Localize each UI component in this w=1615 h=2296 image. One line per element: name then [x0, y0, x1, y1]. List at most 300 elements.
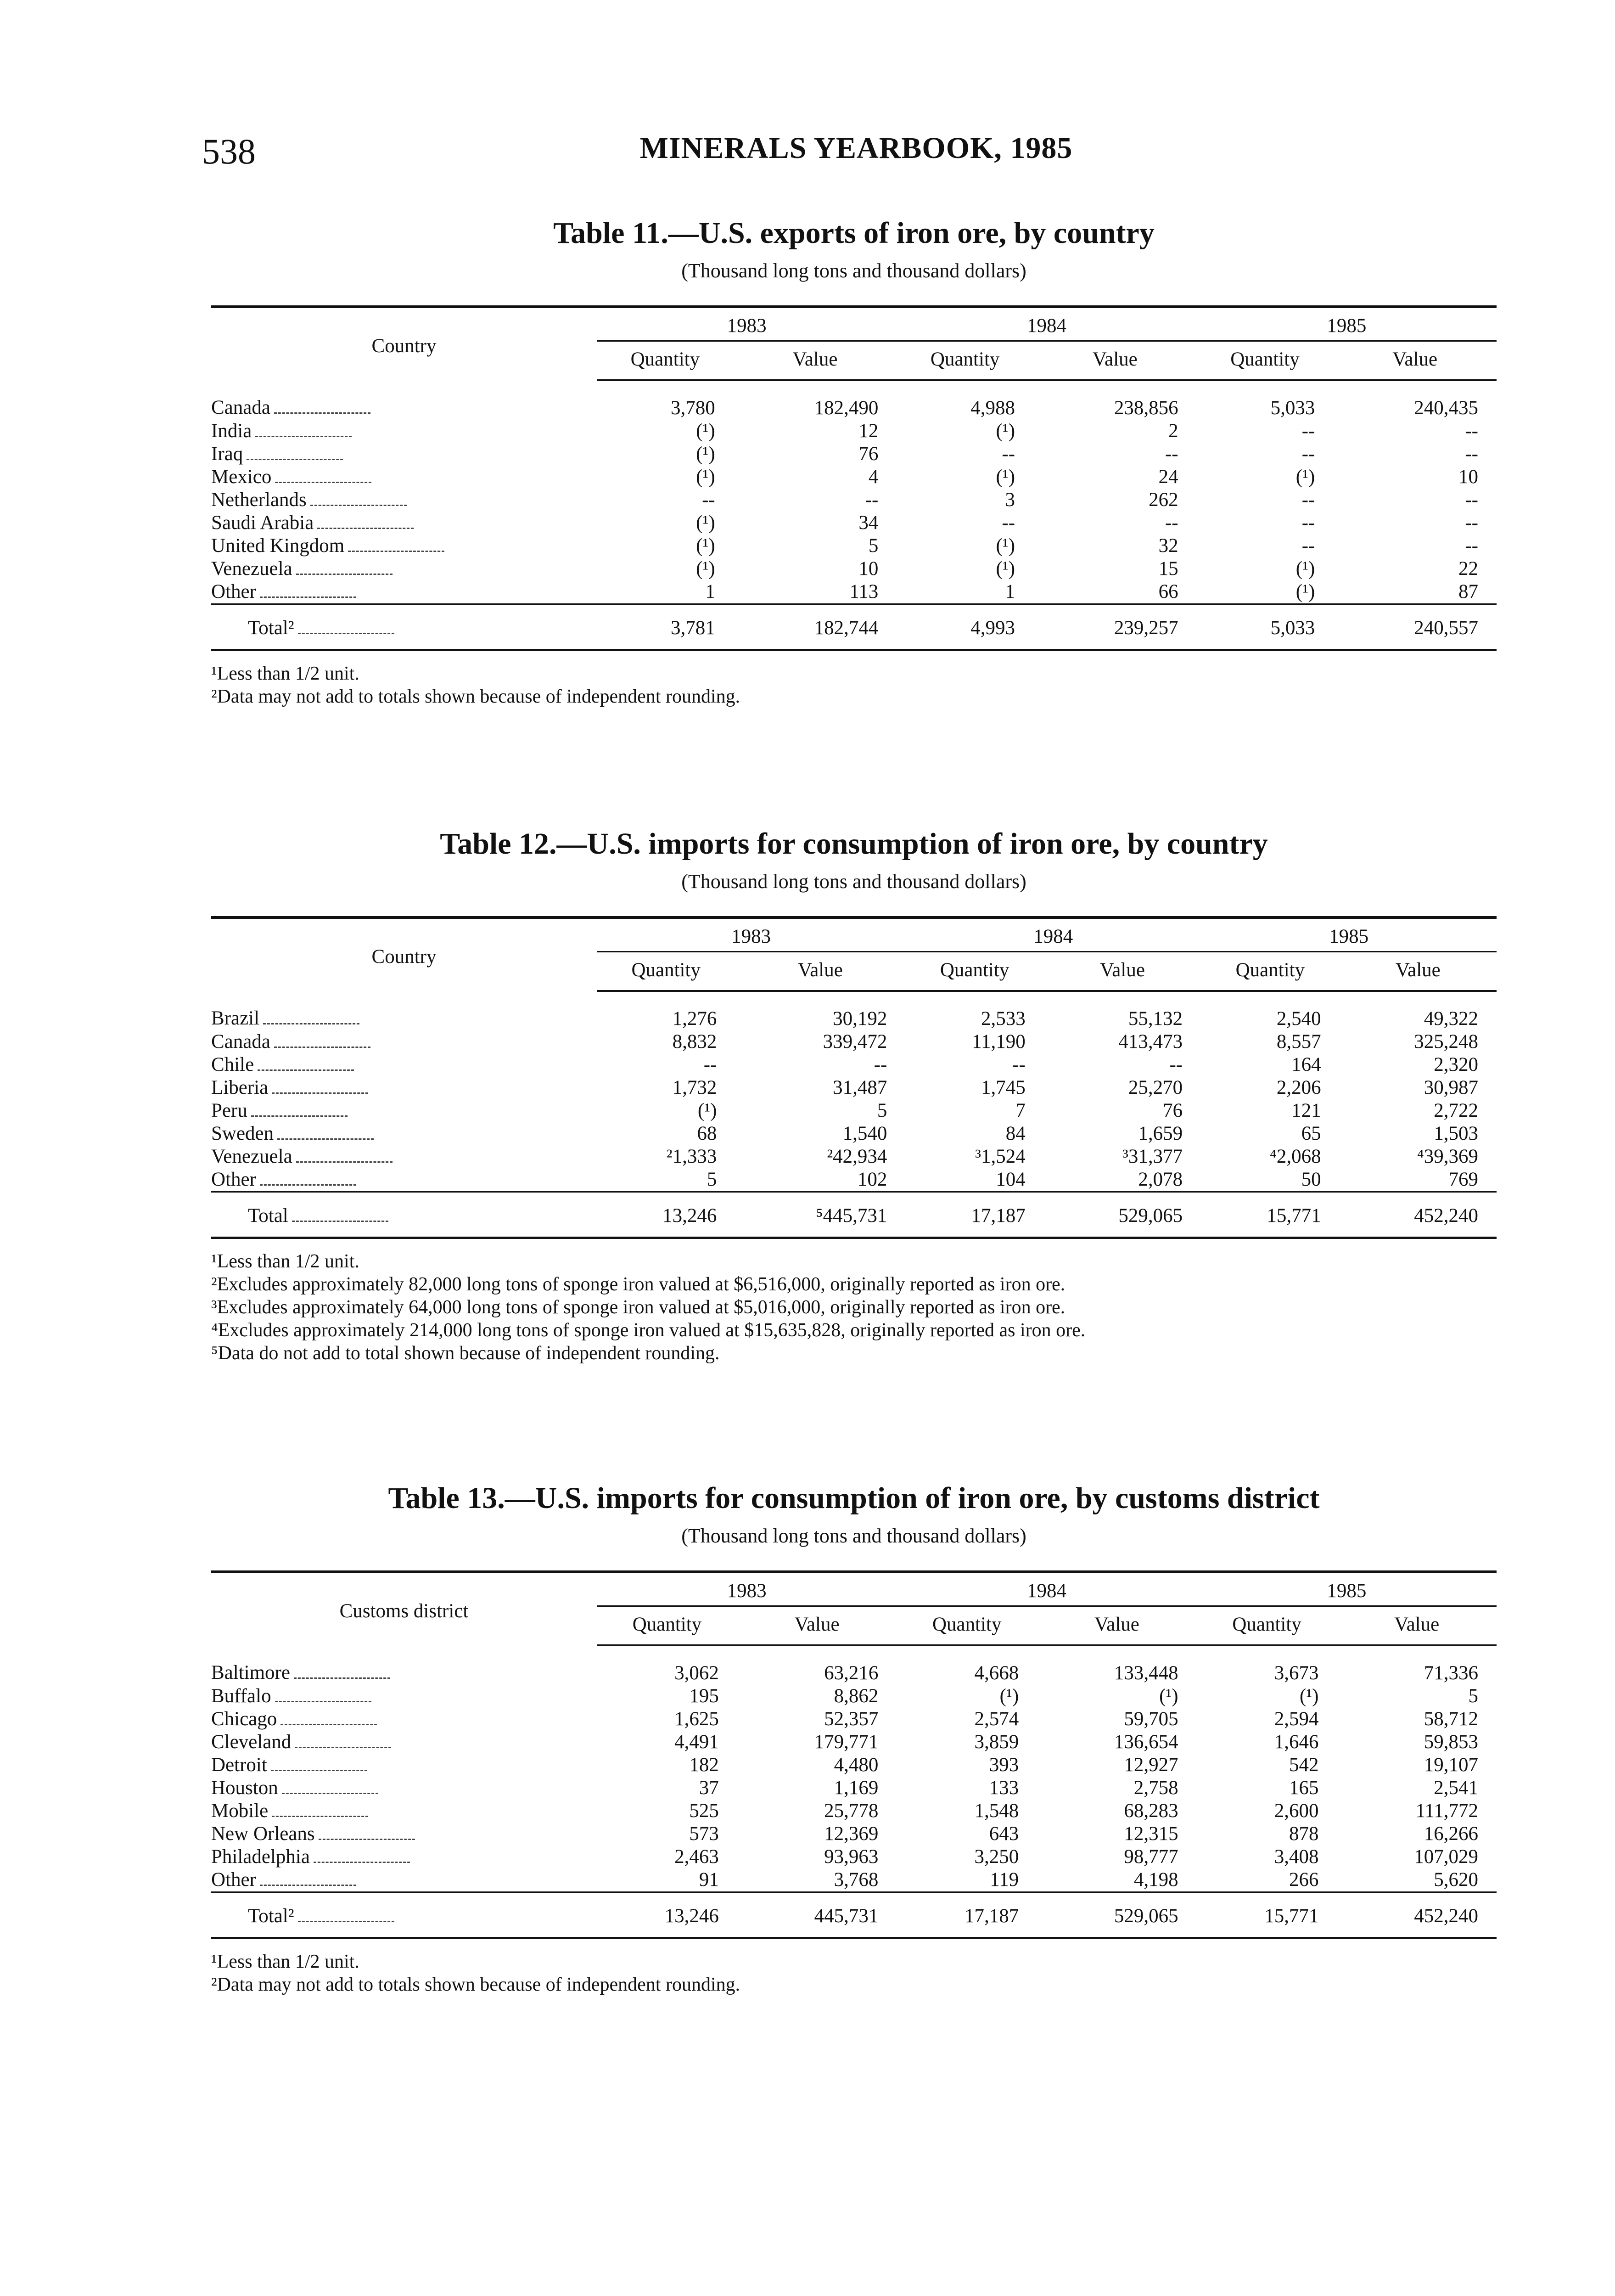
table-cell: 240,557 — [1333, 604, 1497, 650]
table-cell: 15,771 — [1197, 1892, 1337, 1938]
table-cell: (¹) — [996, 466, 1015, 488]
value-header: Value — [737, 1606, 897, 1646]
table-cell: 59,853 — [1424, 1731, 1478, 1753]
table-cell: 93,963 — [824, 1846, 879, 1868]
page-number: 538 — [202, 131, 256, 171]
row-label — [211, 1122, 597, 1145]
table-cell: ⁵445,731 — [735, 1192, 905, 1238]
table-cell: 2,206 — [1276, 1077, 1321, 1098]
row-label — [211, 991, 597, 1030]
value-header: Value — [735, 952, 905, 991]
year-header: 1985 — [1197, 1572, 1497, 1606]
row-label-text: United Kingdom — [211, 535, 345, 557]
table-cell: 3,781 — [597, 604, 734, 650]
table-cell: 52,357 — [824, 1708, 879, 1730]
table-cell: (¹) — [1295, 558, 1315, 580]
row-label — [211, 535, 597, 557]
table-row — [211, 1777, 1497, 1800]
row-label — [211, 1053, 597, 1076]
year-header: 1984 — [897, 1572, 1196, 1606]
table-cell: 63,216 — [824, 1662, 879, 1684]
row-label — [211, 380, 597, 420]
table-cell: (¹) — [996, 558, 1015, 580]
table-cell: ²1,333 — [666, 1146, 717, 1167]
row-label-text: Other — [211, 581, 256, 602]
table-cell: (¹) — [999, 1685, 1019, 1707]
table-cell: -- — [1012, 1054, 1026, 1075]
table-cell: 1,745 — [981, 1077, 1026, 1098]
table-cell: 65 — [1301, 1123, 1321, 1144]
table-cell: 12,369 — [824, 1823, 879, 1845]
row-label — [211, 420, 597, 443]
table-cell: 12 — [858, 420, 879, 442]
table-cell: 5 — [877, 1100, 887, 1121]
table-cell: 111,772 — [1415, 1800, 1478, 1822]
table-cell: -- — [1301, 420, 1315, 442]
dot-leader — [319, 1834, 415, 1840]
table-cell: 2,758 — [1133, 1777, 1178, 1799]
table-cell: 104 — [996, 1169, 1026, 1190]
row-label-text: India — [211, 420, 252, 442]
table-row — [211, 557, 1497, 580]
page-header — [202, 131, 1510, 172]
dot-leader — [348, 546, 444, 552]
table-cell: -- — [1465, 535, 1478, 557]
table-row — [211, 1868, 1497, 1892]
table-cell: 31,487 — [833, 1077, 887, 1098]
row-label — [211, 1754, 597, 1777]
table-row — [211, 1823, 1497, 1846]
table-cell: 3 — [1005, 489, 1015, 511]
dot-leader — [292, 1216, 388, 1222]
table-cell: 5 — [1468, 1685, 1478, 1707]
table-title: Table 12.—U.S. imports for consumption of iron ore, by country — [440, 827, 1268, 861]
row-label — [211, 1777, 597, 1800]
dot-leader — [258, 1065, 354, 1071]
value-header: Value — [1337, 1606, 1497, 1646]
table-cell: (¹) — [696, 512, 715, 534]
table-cell: 17,187 — [897, 1892, 1037, 1938]
row-label-text: Other — [211, 1869, 256, 1891]
table-row — [211, 512, 1497, 535]
dot-leader — [275, 1696, 371, 1702]
table-row — [211, 1708, 1497, 1731]
table-11-block — [211, 216, 1497, 708]
table-cell: -- — [1465, 443, 1478, 465]
table-cell: 3,768 — [834, 1869, 879, 1891]
table-cell: ²42,934 — [827, 1146, 887, 1167]
table-cell: 179,771 — [814, 1731, 879, 1753]
table-cell: 4,988 — [970, 397, 1015, 419]
row-label-text: Chile — [211, 1054, 254, 1075]
table-cell: 107,029 — [1414, 1846, 1478, 1868]
total-row — [211, 1192, 1497, 1238]
table-cell: 68 — [697, 1123, 717, 1144]
dot-leader — [272, 1811, 368, 1817]
table-cell: (¹) — [1159, 1685, 1178, 1707]
table-cell: ³1,524 — [975, 1146, 1026, 1167]
table-cell: -- — [874, 1054, 887, 1075]
row-label — [211, 1168, 597, 1192]
table-row — [211, 1122, 1497, 1145]
table-row — [211, 1053, 1497, 1076]
dot-leader — [298, 628, 394, 634]
quantity-header: Quantity — [905, 952, 1043, 991]
row-label — [211, 1708, 597, 1731]
table-cell: 1,169 — [834, 1777, 879, 1799]
row-label-text: Detroit — [211, 1754, 267, 1776]
row-label-text: Netherlands — [211, 489, 307, 511]
table-cell: -- — [702, 489, 715, 511]
value-header: Value — [734, 341, 897, 381]
footnotes — [211, 1950, 1497, 1996]
table-cell: 195 — [689, 1685, 719, 1707]
table-row — [211, 1030, 1497, 1053]
table-cell: (¹) — [696, 558, 715, 580]
table-subtitle: (Thousand long tons and thousand dollars) — [681, 1525, 1026, 1547]
table-cell: -- — [1169, 1054, 1183, 1075]
dot-leader — [255, 431, 352, 437]
year-header: 1983 — [597, 917, 905, 952]
table-cell: 13,246 — [597, 1192, 735, 1238]
quantity-header: Quantity — [597, 341, 734, 381]
table-cell: (¹) — [697, 1100, 717, 1121]
table-cell: (¹) — [696, 420, 715, 442]
table-row — [211, 1145, 1497, 1168]
table-cell: 1,540 — [842, 1123, 887, 1144]
table-cell: -- — [1465, 512, 1478, 534]
table-cell: 4,993 — [897, 604, 1033, 650]
table-cell: 2,594 — [1274, 1708, 1319, 1730]
row-label-text: Mexico — [211, 466, 272, 488]
table-cell: -- — [1301, 535, 1315, 557]
row-label-text: Total² — [248, 1905, 294, 1927]
table-cell: ⁴39,369 — [1417, 1146, 1478, 1167]
table-cell: 8,862 — [834, 1685, 879, 1707]
data-table — [211, 916, 1497, 1239]
table-cell: 878 — [1289, 1823, 1319, 1845]
table-cell: 30,192 — [833, 1008, 887, 1030]
table-row — [211, 420, 1497, 443]
row-label — [211, 1145, 597, 1168]
footnote: ¹Less than 1/2 unit. — [211, 1951, 359, 1972]
quantity-header: Quantity — [897, 341, 1033, 381]
table-row — [211, 991, 1497, 1030]
table-cell: 15,771 — [1201, 1192, 1339, 1238]
table-cell: -- — [1165, 512, 1178, 534]
table-cell: (¹) — [1295, 581, 1315, 602]
dot-leader — [296, 1157, 393, 1163]
row-label-text: Total — [248, 1205, 288, 1227]
table-cell: 34 — [858, 512, 879, 534]
table-cell: 1 — [1005, 581, 1015, 602]
row-label-text: Liberia — [211, 1077, 269, 1098]
row-label-text: Chicago — [211, 1708, 277, 1730]
table-cell: 84 — [1005, 1123, 1026, 1144]
table-cell: (¹) — [996, 420, 1015, 442]
table-cell: 1,503 — [1434, 1123, 1478, 1144]
footnote: ¹Less than 1/2 unit. — [211, 1251, 359, 1272]
table-row — [211, 1645, 1497, 1685]
table-cell: 3,408 — [1274, 1846, 1319, 1868]
table-cell: 49,322 — [1424, 1008, 1478, 1030]
row-label-text: Houston — [211, 1777, 278, 1799]
table-cell: 68,283 — [1124, 1800, 1178, 1822]
table-cell: 266 — [1289, 1869, 1319, 1891]
table-cell: 58,712 — [1424, 1708, 1478, 1730]
dot-leader — [263, 1019, 359, 1024]
table-cell: 71,336 — [1424, 1662, 1478, 1684]
quantity-header: Quantity — [1201, 952, 1339, 991]
table-row — [211, 1754, 1497, 1777]
data-table — [211, 1570, 1497, 1939]
row-label — [211, 1731, 597, 1754]
dot-leader — [274, 408, 370, 414]
table-cell: 32 — [1158, 535, 1178, 557]
row-label — [211, 557, 597, 580]
table-cell: 113 — [849, 581, 879, 602]
table-cell: 5,620 — [1434, 1869, 1478, 1891]
table-row — [211, 489, 1497, 512]
row-label-text: Saudi Arabia — [211, 512, 314, 534]
table-cell: -- — [865, 489, 879, 511]
table-cell: 325,248 — [1414, 1031, 1478, 1052]
table-cell: 133,448 — [1114, 1662, 1178, 1684]
table-cell: 8,557 — [1276, 1031, 1321, 1052]
value-header: Value — [1044, 952, 1201, 991]
row-label-text: New Orleans — [211, 1823, 315, 1845]
table-cell: 2,600 — [1274, 1800, 1319, 1822]
table-cell: 2,541 — [1434, 1777, 1478, 1799]
footnote: ²Data may not add to totals shown because of independent rounding. — [211, 1974, 740, 1995]
table-cell: 30,987 — [1424, 1077, 1478, 1098]
table-cell: 164 — [1291, 1054, 1321, 1075]
table-cell: 1,548 — [974, 1800, 1019, 1822]
quantity-header: Quantity — [1197, 1606, 1337, 1646]
table-title: Table 13.—U.S. imports for consumption of iron ore, by customs district — [388, 1481, 1320, 1515]
row-label — [211, 1192, 597, 1238]
row-label-text: Mobile — [211, 1800, 269, 1822]
table-cell: 445,731 — [737, 1892, 897, 1938]
table-cell: 2,463 — [674, 1846, 719, 1868]
table-cell: 8,832 — [672, 1031, 717, 1052]
table-cell: 4,491 — [674, 1731, 719, 1753]
table-cell: 2,533 — [981, 1008, 1026, 1030]
dot-leader — [317, 523, 414, 529]
row-label-text: Philadelphia — [211, 1846, 310, 1868]
table-cell: 119 — [990, 1869, 1019, 1891]
table-cell: 13,246 — [597, 1892, 737, 1938]
data-table — [211, 305, 1497, 651]
table-cell: 182,744 — [734, 604, 897, 650]
row-label — [211, 1846, 597, 1868]
dot-leader — [272, 1088, 368, 1094]
row-label-text: Venezuela — [211, 1146, 292, 1167]
row-label — [211, 580, 597, 604]
table-cell: (¹) — [696, 443, 715, 465]
table-cell: 393 — [989, 1754, 1019, 1776]
table-cell: 5,033 — [1197, 604, 1334, 650]
dot-leader — [280, 1719, 377, 1725]
table-cell: 3,673 — [1274, 1662, 1319, 1684]
table-cell: 452,240 — [1340, 1192, 1497, 1238]
row-label-text: Buffalo — [211, 1685, 271, 1707]
table-row — [211, 1846, 1497, 1868]
table-cell: 136,654 — [1114, 1731, 1178, 1753]
table-cell: (¹) — [996, 535, 1015, 557]
dot-leader — [295, 1742, 391, 1748]
table-cell: 413,473 — [1118, 1031, 1183, 1052]
table-row — [211, 1800, 1497, 1823]
dot-leader — [247, 454, 343, 460]
table-cell: 573 — [689, 1823, 719, 1845]
year-header: 1983 — [597, 1572, 897, 1606]
table-cell: 1,276 — [672, 1008, 717, 1030]
dot-leader — [275, 477, 371, 483]
table-cell: 91 — [699, 1869, 719, 1891]
table-cell: 5 — [707, 1169, 717, 1190]
table-cell: 3,780 — [670, 397, 715, 419]
table-cell: 59,705 — [1124, 1708, 1178, 1730]
table-row — [211, 1731, 1497, 1754]
row-label-text: Iraq — [211, 443, 243, 465]
table-cell: -- — [1002, 443, 1015, 465]
table-cell: 102 — [857, 1169, 887, 1190]
value-header: Value — [1037, 1606, 1196, 1646]
row-label — [211, 466, 597, 489]
row-label — [211, 1099, 597, 1122]
table-cell: 4,668 — [974, 1662, 1019, 1684]
table-13-block — [211, 1481, 1497, 1996]
table-cell: 12,315 — [1124, 1823, 1178, 1845]
row-label-text: Total² — [248, 617, 294, 639]
row-label-text: Baltimore — [211, 1662, 290, 1683]
row-label — [211, 1030, 597, 1053]
row-label — [211, 1645, 597, 1685]
table-cell: 339,472 — [823, 1031, 887, 1052]
table-subtitle: (Thousand long tons and thousand dollars) — [681, 259, 1026, 282]
table-cell: 19,107 — [1424, 1754, 1478, 1776]
row-label — [211, 604, 597, 650]
table-cell: 240,435 — [1414, 397, 1478, 419]
row-label-text: Other — [211, 1169, 256, 1190]
footnotes — [211, 662, 1497, 708]
dot-leader — [274, 1042, 370, 1048]
table-cell: 15 — [1158, 558, 1178, 580]
table-cell: 529,065 — [1044, 1192, 1201, 1238]
table-cell: 2,574 — [974, 1708, 1019, 1730]
dot-leader — [298, 1916, 394, 1922]
table-row — [211, 1076, 1497, 1099]
table-cell: 2,320 — [1434, 1054, 1478, 1075]
row-label-text: Peru — [211, 1100, 247, 1121]
table-cell: (¹) — [1295, 466, 1315, 488]
row-label — [211, 489, 597, 512]
dot-leader — [260, 1880, 356, 1886]
table-cell: 25,270 — [1128, 1077, 1183, 1098]
quantity-header: Quantity — [897, 1606, 1037, 1646]
table-cell: (¹) — [1299, 1685, 1319, 1707]
table-cell: 2,078 — [1138, 1169, 1183, 1190]
table-cell: (¹) — [696, 535, 715, 557]
table-row — [211, 1685, 1497, 1708]
table-cell: ³31,377 — [1122, 1146, 1183, 1167]
dot-leader — [314, 1857, 410, 1863]
row-label — [211, 1892, 597, 1938]
footnote: ¹Less than 1/2 unit. — [211, 663, 359, 684]
row-label-text: Sweden — [211, 1123, 274, 1144]
total-row — [211, 1892, 1497, 1938]
table-cell: -- — [1002, 512, 1015, 534]
table-cell: 25,778 — [824, 1800, 879, 1822]
table-row — [211, 1099, 1497, 1122]
footnote: ³Excludes approximately 64,000 long tons of sponge iron valued at $5,016,000, originally reported as iron ore. — [211, 1297, 1065, 1318]
dot-leader — [310, 500, 407, 506]
table-cell: 5,033 — [1270, 397, 1315, 419]
table-cell: 11,190 — [972, 1031, 1026, 1052]
table-cell: 98,777 — [1124, 1846, 1178, 1868]
year-header: 1985 — [1197, 307, 1497, 341]
table-row — [211, 466, 1497, 489]
table-cell: 1,646 — [1274, 1731, 1319, 1753]
quantity-header: Quantity — [597, 952, 735, 991]
table-cell: ⁴2,068 — [1269, 1146, 1321, 1167]
table-cell: 3,250 — [974, 1846, 1019, 1868]
table-cell: 10 — [1458, 466, 1478, 488]
table-row — [211, 443, 1497, 466]
table-cell: 238,856 — [1114, 397, 1178, 419]
table-cell: -- — [1165, 443, 1178, 465]
table-cell: -- — [703, 1054, 717, 1075]
dot-leader — [296, 569, 393, 575]
table-cell: 10 — [858, 558, 879, 580]
row-label-text: Canada — [211, 1031, 270, 1052]
table-cell: 12,927 — [1124, 1754, 1178, 1776]
table-cell: 22 — [1458, 558, 1478, 580]
dot-leader — [251, 1111, 348, 1117]
table-cell: 1,732 — [672, 1077, 717, 1098]
dot-leader — [260, 592, 356, 598]
total-row — [211, 604, 1497, 650]
dot-leader — [282, 1788, 378, 1794]
table-cell: 239,257 — [1033, 604, 1197, 650]
table-cell: 2,722 — [1434, 1100, 1478, 1121]
row-label — [211, 1685, 597, 1708]
value-header: Value — [1333, 341, 1497, 381]
table-cell: 16,266 — [1424, 1823, 1478, 1845]
table-row — [211, 535, 1497, 557]
table-cell: 643 — [989, 1823, 1019, 1845]
table-cell: 262 — [1149, 489, 1178, 511]
quantity-header: Quantity — [1197, 341, 1334, 381]
year-header: 1984 — [897, 307, 1196, 341]
table-cell: -- — [1301, 443, 1315, 465]
table-cell: 165 — [1289, 1777, 1319, 1799]
footnote: ²Excludes approximately 82,000 long tons of sponge iron valued at $6,516,000, originally reported as iron ore. — [211, 1274, 1065, 1295]
quantity-header: Quantity — [597, 1606, 737, 1646]
row-label-text: Brazil — [211, 1007, 260, 1029]
table-cell: 76 — [858, 443, 879, 465]
running-head: MINERALS YEARBOOK, 1985 — [639, 131, 1073, 165]
table-cell: -- — [1301, 512, 1315, 534]
row-label-text: Cleveland — [211, 1731, 292, 1753]
table-cell: 182 — [689, 1754, 719, 1776]
table-cell: 452,240 — [1337, 1892, 1497, 1938]
year-header: 1985 — [1201, 917, 1497, 952]
dot-leader — [271, 1765, 367, 1771]
first-column-header: Country — [211, 307, 597, 380]
table-title: Table 11.—U.S. exports of iron ore, by country — [553, 216, 1155, 250]
